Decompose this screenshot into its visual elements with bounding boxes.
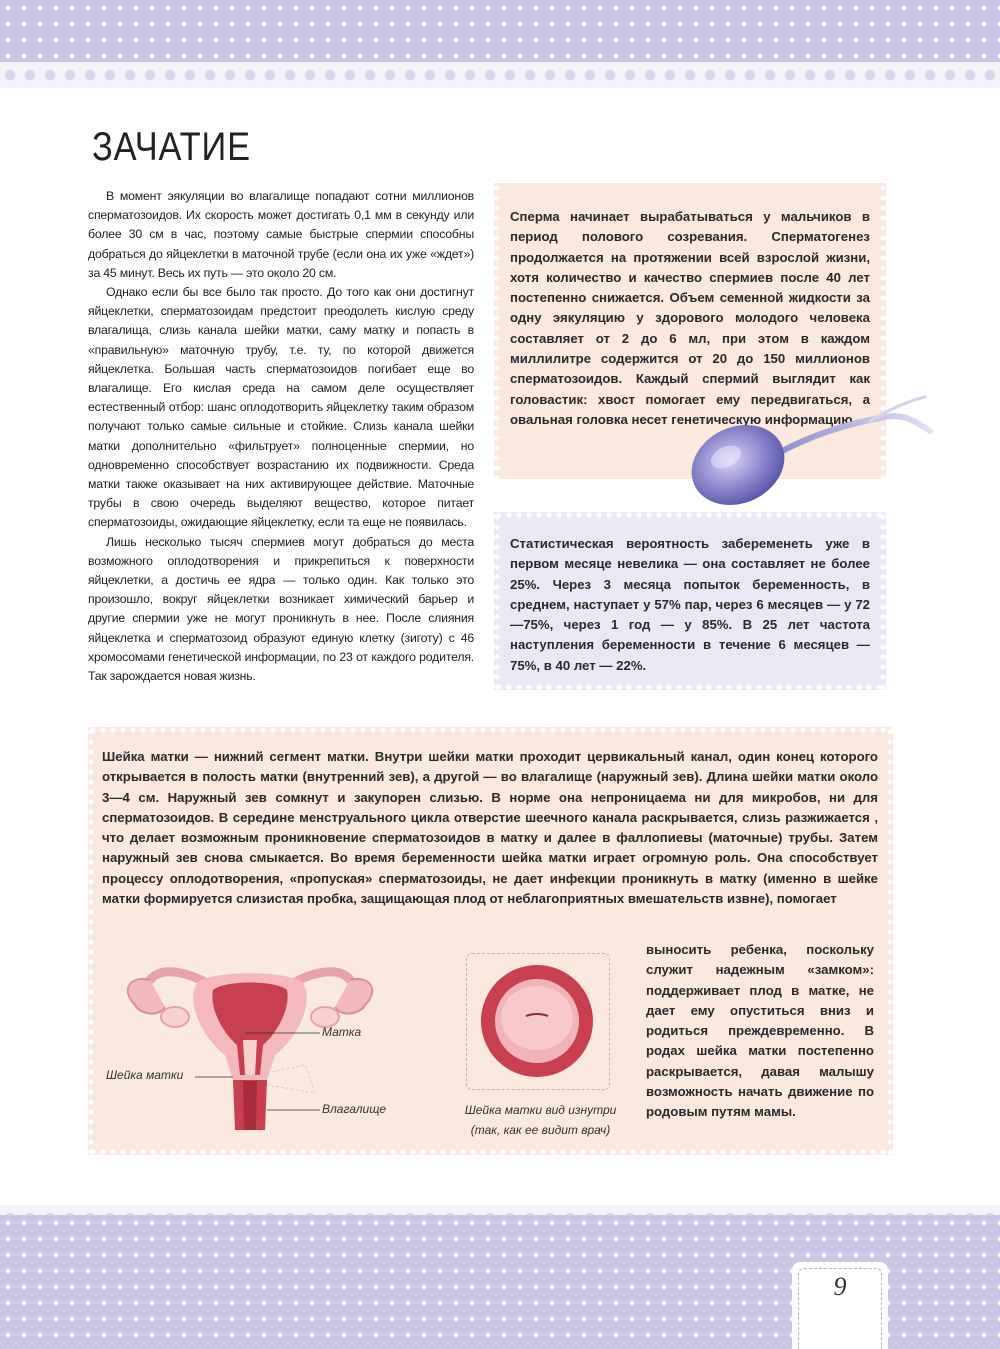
article-paragraph-3: Лишь несколько тысяч спермиев могут добраться до места возможного оплодотворения и прикрепиться к поверхности яйцеклетки, а достичь ее ядра — только один. Как только это произошло, вокруг яйцеклетки возникает химический барьер и другие спермии уже не могут проникнуть в нее. После слияния яйцеклетка и сперматозоид образуют единую клетку (зиготу) с 46 хромосомами генетической информации, по 23 от каждого родителя. Так зарождается новая жизнь.	[88, 534, 474, 684]
sperm-info-text: Сперма начинает вырабатываться у мальчиков в период полового созревания. Сперматогенез продолжается на протяжении всей взрослой жизни, хотя количество и качество спермиев после 40 лет постепенно снижается. Объем семенной жидкости за одну эякуляцию у здорового молодого человека составляет от 2 до 6 мл, при этом в каждом миллилитре содержится от 20 до 150 миллионов сперматозоидов. Каждый спермий выглядит как головастик: хвост помогает ему передвигаться, а овальная головка несет генетическую информацию.	[510, 209, 870, 427]
label-cervix-inside: Шейка матки вид изнутри	[464, 1103, 617, 1117]
cervix-main-text: Шейка матки — нижний сегмент матки. Внутри шейки матки проходит цервикальный канал, один конец которого открывается в полость матки (внутренний зев), а другой — во влагалище (наружный зев). Длина шейки матки около 3—4 см. Наружный зев сомкнут и закупорен слизью. В норме она непроницаема ни для микробов, ни для сперматозоидов. В середине менструального цикла отверстие шеечного канала раскрывается, слизь разжижается , что делает возможным проникновение сперматозоидов в матку и далее в фаллопиевы (маточные) трубы. Затем наружный зев снова смыкается. Во время беременности шейка матки играет огромную роль. Она способствует процессу оплодотворения, «пропуская» сперматозоиды, не дает инфекции проникнуть в матку (именно в шейке матки формируется слизистая пробка, защищающая плод от неблагоприятных вмешательств извне), помогает	[102, 749, 878, 907]
sperm-icon	[680, 395, 940, 520]
statistics-box	[494, 512, 886, 690]
statistics-text: Статистическая вероятность забеременеть уже в первом месяце невелика — она составляет не более 25%. Через 3 месяца попыток беременность, в среднем, наступает у 57% пар, через 6 месяцев — у 72—75%, через 1 год — у 85%. В 25 лет частота наступления беременности в течение 6 месяцев — 75%, в 40 лет — 22%.	[510, 536, 870, 673]
cervix-view-icon	[470, 956, 604, 1086]
main-article	[88, 187, 474, 686]
label-cervix-inside-note: (так, как ее видит врач)	[470, 1123, 611, 1137]
page-number-tab	[792, 1262, 888, 1349]
top-lace-border	[0, 62, 1000, 88]
article-paragraph-2: Однако если бы все было так просто. До того как они достигнут яйцеклетки, сперматозоидам предстоит преодолеть кислую среду влагалища, слизь канала шейки матки, саму матку и попасть в «правильную» маточную трубу, т.е. ту, по которой движется яйцеклетка. Большая часть сперматозоидов погибает еще во влагалище. Его кислая среда на самом деле осуществляет естественный отбор: шанс оплодотворить яйцеклетку таким образом получают только самые сильные и стойкие. Слизь канала шейки матки дополнительно «фильтрует» полноценные спермии, но одновременно способствует возрастанию их подвижности. Среда матки также оказывает на них активирующее действие. Маточные трубы в свою очередь выделяют вещество, которое питает сперматозоиды, ожидающие яйцеклетку, если та еще не появилась.	[88, 285, 474, 530]
top-dotted-band	[0, 0, 1000, 70]
label-vagina: Влагалище	[322, 1102, 387, 1116]
label-uterus: Матка	[322, 1025, 362, 1039]
page-number: 9	[833, 1272, 847, 1301]
page-title: ЗАЧАТИЕ	[92, 125, 251, 169]
label-cervix: Шейка матки	[106, 1068, 184, 1082]
article-paragraph-1: В момент эякуляции во влагалище попадают сотни миллионов сперматозоидов. Их скорость может достигать 0,1 мм в секунду или более 30 см в час, поэтому самые быстрые спермии способны добраться до яйцеклетки в маточной трубе (если она их уже «ждет») за 45 минут. Весь их путь — это около 20 см.	[88, 189, 474, 280]
cervix-side-text: выносить ребенка, поскольку служит надежным «замком»: поддерживает плод в матке, не дает ему опуститься вниз и родиться преждевременно. В родах шейка матки постепенно раскрывается, давая малышу возможность начать движение по родовым путям мамы.	[646, 942, 874, 1120]
